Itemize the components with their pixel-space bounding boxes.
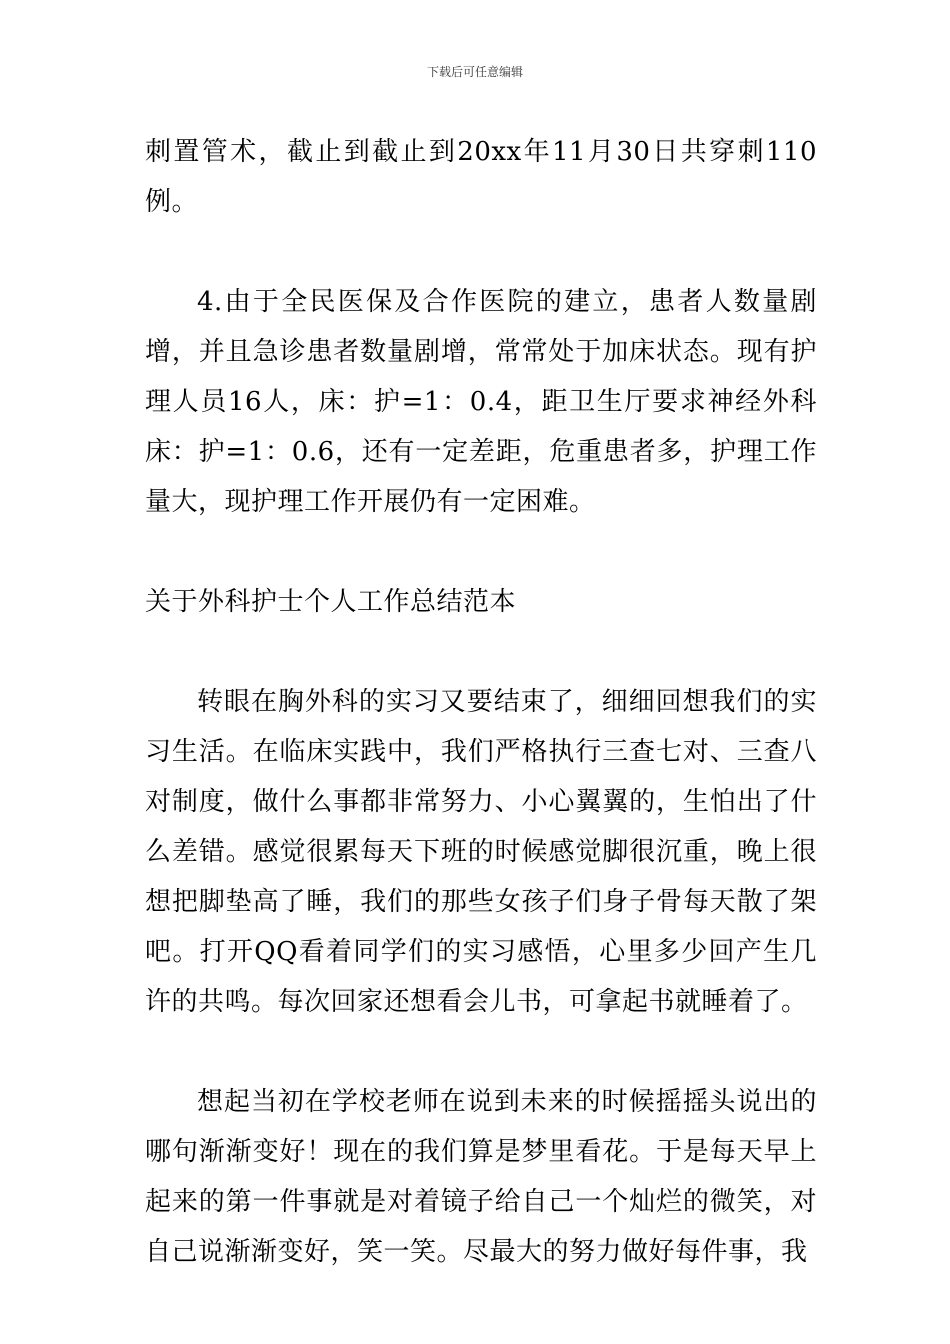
paragraph-gap <box>145 1027 817 1077</box>
paragraph-gap <box>145 227 817 277</box>
paragraph-gap <box>145 527 817 577</box>
document-body <box>145 127 817 1277</box>
page-header: 下载后可任意编辑 <box>426 65 523 79</box>
paragraph-internship: 转眼在胸外科的实习又要结束了，细细回想我们的实习生活。在临床实践中，我们严格执行三查七对、三查八对制度，做什么事都非常努力、小心翼翼的，生怕出了什么差错。感觉很累每天下班的时候感觉脚很沉重，晚上很想把脚垫高了睡，我们的那些女孩子们身子骨每天散了架吧。打开QQ看着同学们的实习感悟，心里多少回产生几许的共鸣。每次回家还想看会儿书，可拿起书就睡着了。 <box>145 687 817 1017</box>
paragraph-staffing: 4.由于全民医保及合作医院的建立，患者人数量剧增，并且急诊患者数量剧增，常常处于加床状态。现有护理人员16人，床：护=1：0.4，距卫生厅要求神经外科床：护=1：0.6，还有一定差距，危重患者多，护理工作量大，现护理工作开展仍有一定困难。 <box>145 287 817 517</box>
paragraph-reflection: 想起当初在学校老师在说到未来的时候摇摇头说出的哪句渐渐变好！现在的我们算是梦里看花。于是每天早上起来的第一件事就是对着镜子给自己一个灿烂的微笑，对自己说渐渐变好，笑一笑。尽最大的努力做好每件事，我 <box>145 1087 817 1267</box>
section-heading: 关于外科护士个人工作总结范本 <box>145 587 517 617</box>
paragraph-gap <box>145 627 817 677</box>
paragraph-continuation: 刺置管术，截止到截止到20xx年11月30日共穿刺110例。 <box>145 137 817 217</box>
